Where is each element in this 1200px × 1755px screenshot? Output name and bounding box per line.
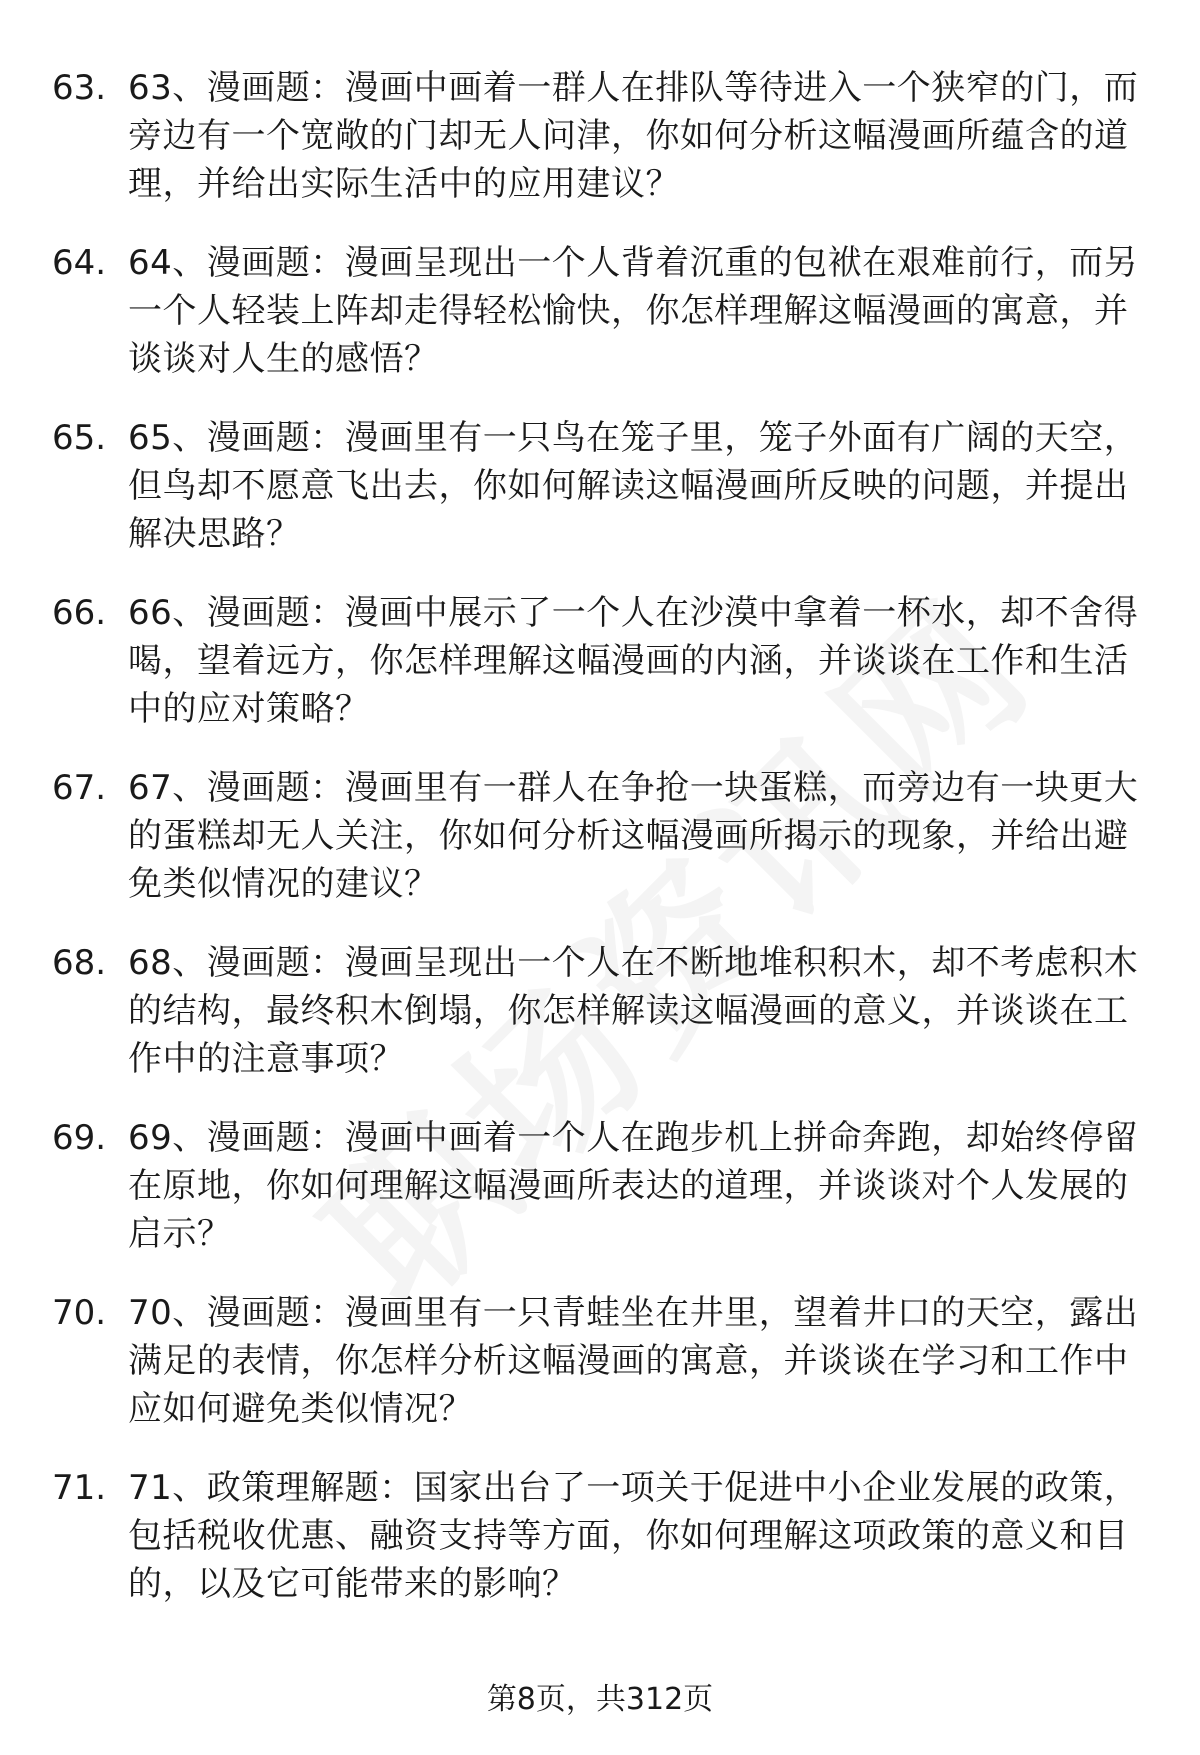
question-text: 64、漫画题：漫画呈现出一个人背着沉重的包袱在艰难前行，而另一个人轻装上阵却走得轻松愉快，你怎样理解这幅漫画的寓意，并谈谈对人生的感悟？: [128, 243, 1139, 379]
question-number: 68.: [52, 943, 107, 983]
question-item: [0, 1289, 1200, 1464]
question-item: [0, 414, 1200, 589]
question-text: 69、漫画题：漫画中画着一个人在跑步机上拼命奔跑，却始终停留在原地，你如何理解这幅漫画所表达的道理，并谈谈对个人发展的启示？: [128, 1118, 1139, 1254]
question-item: [0, 589, 1200, 764]
question-number: 64.: [52, 243, 107, 283]
question-text: 67、漫画题：漫画里有一群人在争抢一块蛋糕，而旁边有一块更大的蛋糕却无人关注，你如何分析这幅漫画所揭示的现象，并给出避免类似情况的建议？: [128, 768, 1139, 904]
page-indicator: 第8页，共312页: [486, 1682, 714, 1717]
question-item: [0, 64, 1200, 239]
question-text: 70、漫画题：漫画里有一只青蛙坐在井里，望着井口的天空，露出满足的表情，你怎样分析这幅漫画的寓意，并谈谈在学习和工作中应如何避免类似情况？: [128, 1293, 1139, 1429]
question-item: [0, 764, 1200, 939]
question-item: [0, 939, 1200, 1114]
question-number: 70.: [52, 1293, 107, 1333]
question-text: 63、漫画题：漫画中画着一群人在排队等待进入一个狭窄的门，而旁边有一个宽敞的门却无人问津，你如何分析这幅漫画所蕴含的道理，并给出实际生活中的应用建议？: [128, 68, 1139, 204]
question-number: 63.: [52, 68, 107, 108]
question-item: [0, 239, 1200, 414]
question-item: [0, 1464, 1200, 1639]
question-text: 66、漫画题：漫画中展示了一个人在沙漠中拿着一杯水，却不舍得喝，望着远方，你怎样理解这幅漫画的内涵，并谈谈在工作和生活中的应对策略？: [128, 593, 1139, 729]
question-item: [0, 1114, 1200, 1289]
question-number: 66.: [52, 593, 107, 633]
question-text: 68、漫画题：漫画呈现出一个人在不断地堆积积木，却不考虑积木的结构，最终积木倒塌，你怎样解读这幅漫画的意义，并谈谈在工作中的注意事项？: [128, 943, 1139, 1079]
question-list: [0, 64, 1200, 1639]
question-number: 69.: [52, 1118, 107, 1158]
question-number: 71.: [52, 1468, 107, 1508]
question-number: 67.: [52, 768, 107, 808]
question-number: 65.: [52, 418, 107, 458]
question-text: 71、政策理解题：国家出台了一项关于促进中小企业发展的政策，包括税收优惠、融资支持等方面，你如何理解这项政策的意义和目的，以及它可能带来的影响？: [128, 1468, 1139, 1604]
question-text: 65、漫画题：漫画里有一只鸟在笼子里，笼子外面有广阔的天空，但鸟却不愿意飞出去，你如何解读这幅漫画所反映的问题，并提出解决思路？: [128, 418, 1139, 554]
